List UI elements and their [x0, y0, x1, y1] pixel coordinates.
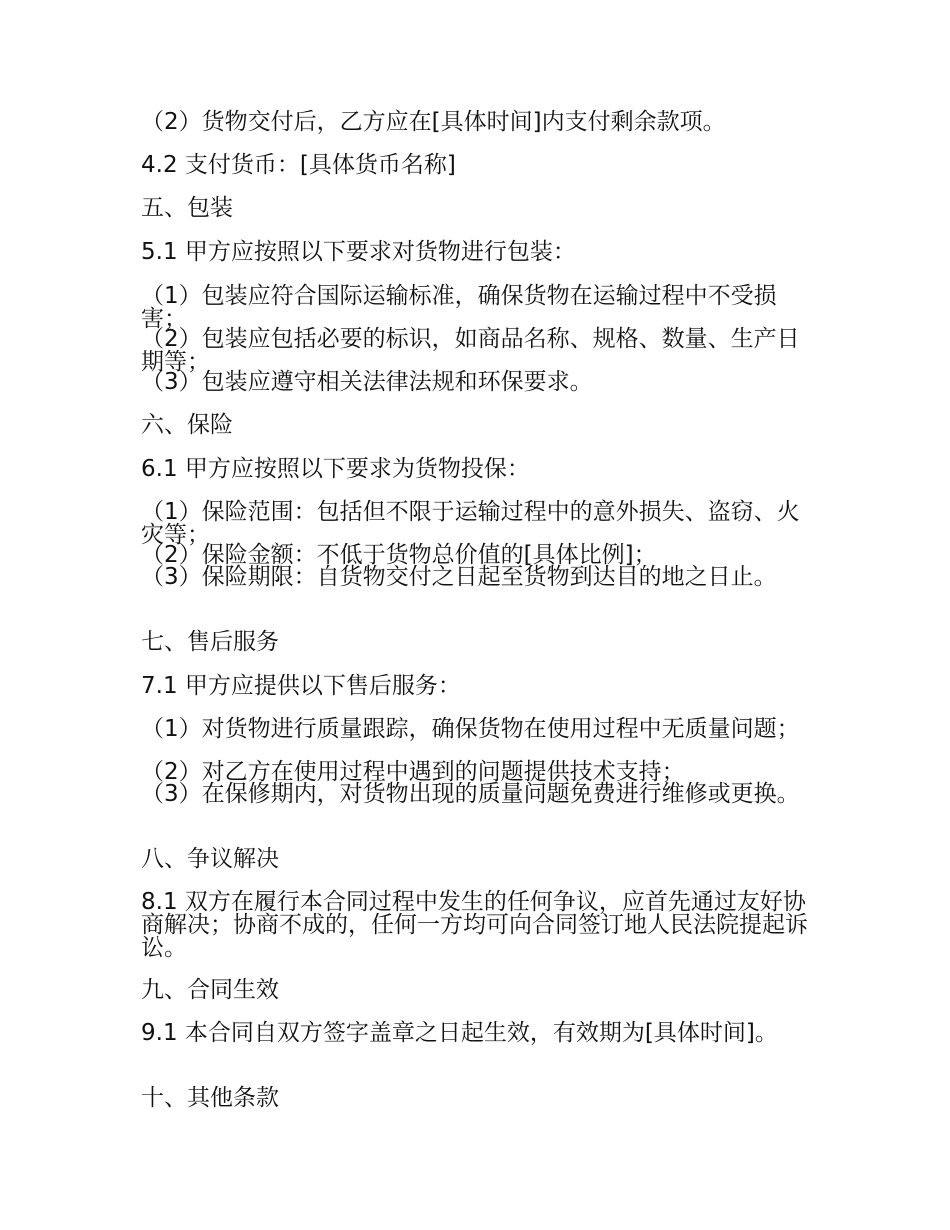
section-heading-insurance: 六、保险: [141, 412, 233, 438]
insurance-item-2: （2）保险金额：不低于货物总价值的[具体比例]；: [141, 542, 657, 568]
section-heading-other-terms: 十、其他条款: [141, 1085, 279, 1111]
packaging-item-1: （1）包装应符合国际运输标准，确保货物在运输过程中不受损害；: [141, 283, 777, 332]
section-heading-effectiveness: 九、合同生效: [141, 977, 279, 1003]
insurance-item-1: （1）保险范围：包括但不限于运输过程中的意外损失、盗窃、火灾等；: [141, 499, 800, 548]
insurance-clause-intro: 6.1 甲方应按照以下要求为货物投保：: [141, 456, 530, 482]
packaging-clause-intro: 5.1 甲方应按照以下要求对货物进行包装：: [141, 239, 576, 265]
after-sales-item-3: （3）在保修期内，对货物出现的质量问题免费进行维修或更换。: [141, 781, 800, 807]
packaging-item-3: （3）包装应遵守相关法律法规和环保要求。: [141, 369, 593, 395]
payment-clause-2: （2）货物交付后，乙方应在[具体时间]内支付剩余款项。: [141, 109, 726, 135]
after-sales-item-2: （2）对乙方在使用过程中遇到的问题提供技术支持；: [141, 759, 685, 785]
section-heading-packaging: 五、包装: [141, 195, 233, 221]
currency-clause: 4.2 支付货币：[具体货币名称]: [141, 152, 456, 178]
after-sales-item-1: （1）对货物进行质量跟踪，确保货物在使用过程中无质量问题；: [141, 716, 800, 742]
insurance-item-3: （3）保险期限：自货物交付之日起至货物到达目的地之日止。: [141, 564, 777, 590]
after-sales-clause-intro: 7.1 甲方应提供以下售后服务：: [141, 673, 461, 699]
dispute-clause: 8.1 双方在履行本合同过程中发生的任何争议，应首先通过友好协商解决；协商不成的，任何一方均可向合同签订地人民法院提起诉讼。: [141, 889, 808, 961]
packaging-item-2: （2）包装应包括必要的标识，如商品名称、规格、数量、生产日期等；: [141, 326, 800, 375]
section-heading-dispute: 八、争议解决: [141, 846, 279, 872]
section-heading-after-sales: 七、售后服务: [141, 629, 279, 655]
effectiveness-clause: 9.1 本合同自双方签字盖章之日起生效，有效期为[具体时间]。: [141, 1020, 778, 1046]
